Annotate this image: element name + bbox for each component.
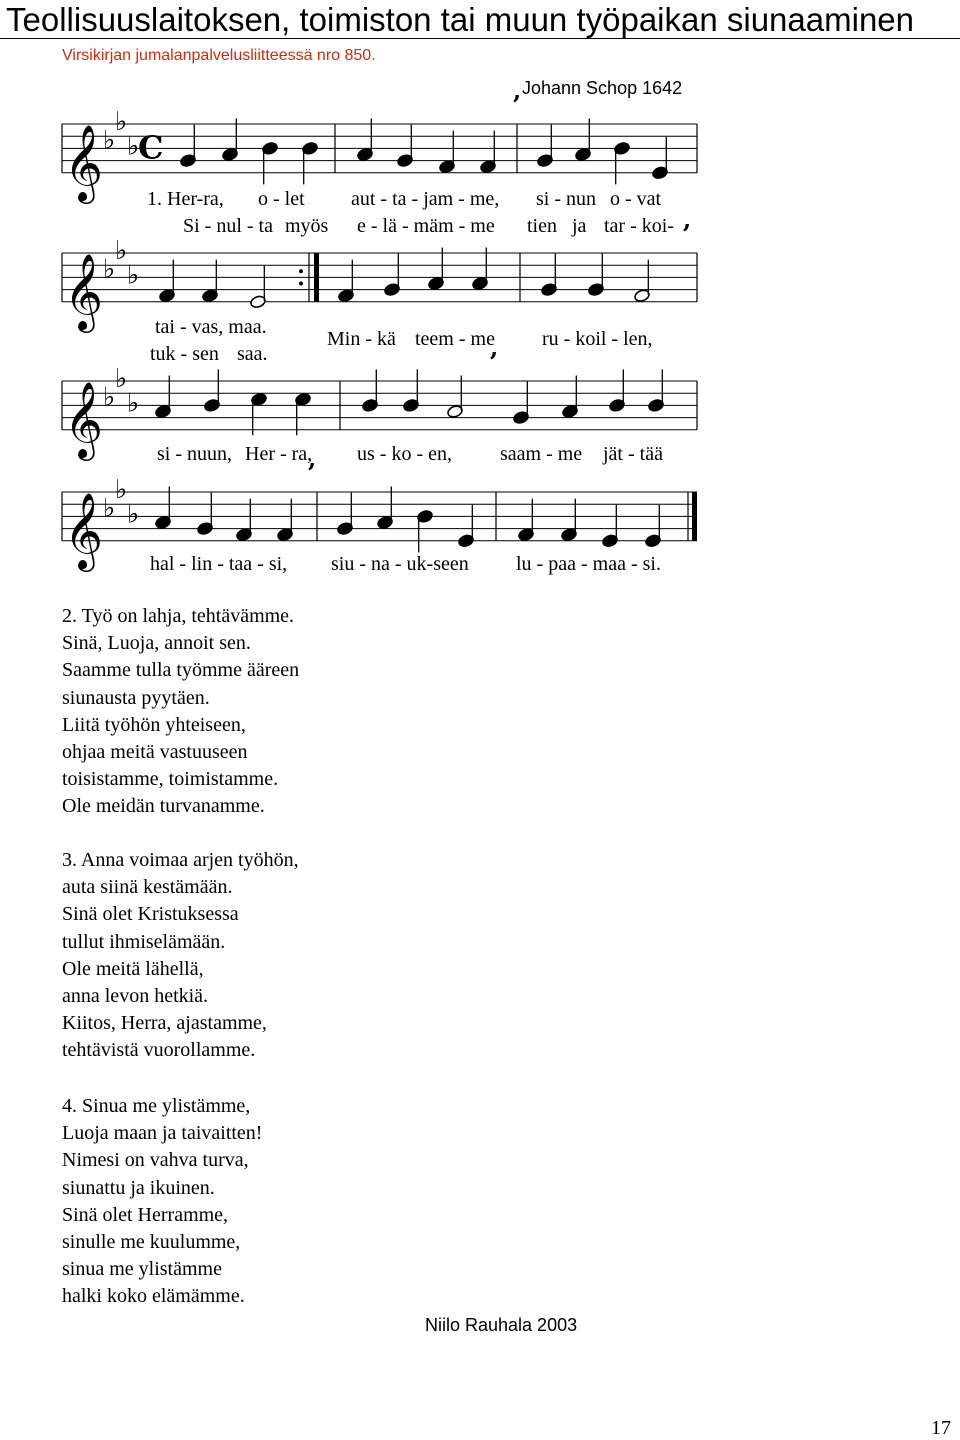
repeat-dot [299,282,303,286]
verse-line: siunausta pyytäen. [62,686,210,709]
lyric-line-4-c: lu - paa - maa - si. [516,553,661,575]
flat-icon: ♭ [127,260,140,291]
breath-mark-icon: ’ [512,91,522,121]
flat-icon: ♭ [115,364,128,394]
verse-line: auta siinä kestämään. [62,876,233,899]
breath-mark-icon: ’ [489,348,499,378]
verse-line: halki koko elämämme. [62,1285,245,1308]
lyric-line-1-verse-2-d: tien [527,215,557,237]
note-group [180,91,669,184]
music-score [0,0,960,600]
breath-mark-icon: ’ [682,220,692,250]
lyric-line-2-verse-2-b: saa. [237,343,268,365]
flat-icon: ♭ [103,254,116,285]
common-time-icon: C [138,128,164,167]
lyric-line-1-verse-2-e: ja [572,215,587,237]
lyric-line-4-a: hal - lin - taa - si, [150,553,288,575]
hymnbook-reference: Virsikirjan jumalanpalvelusliitteessä nro 850. [62,47,376,64]
verse-line: Sinä, Luoja, annoit sen. [62,632,251,655]
treble-clef-icon: 𝄞 [64,123,104,201]
lyric-line-1-verse-2-c: e - lä - mäm - me [357,215,495,237]
treble-clef-icon: 𝄞 [64,252,104,330]
verse-line: siunattu ja ikuinen. [62,1176,215,1199]
composer-credit: Johann Schop 1642 [522,78,683,98]
verse-line: 2. Työ on lahja, tehtävämme. [62,605,295,627]
verse-line: 4. Sinua me ylistämme, [62,1095,251,1117]
thick-barline [314,253,319,302]
verse-3 [62,847,299,1065]
thick-barline [692,492,697,541]
treble-clef-icon: 𝄞 [64,380,104,458]
verse-line: Sinä olet Kristuksessa [62,903,239,926]
verse-line: Nimesi on vahva turva, [62,1149,249,1172]
verse-line: sinua me ylistämme [62,1258,222,1281]
verse-line: Kiitos, Herra, ajastamme, [62,1012,267,1035]
flat-icon: ♭ [127,499,140,530]
lyric-line-2-shared-b: teem - me [415,328,495,350]
flat-icon: ♭ [115,107,128,137]
lyric-line-2-shared-a: Min - kä [327,328,396,350]
lyric-line-1-verse-1-d: si - nun [536,188,596,210]
verse-line: Ole meitä lähellä, [62,957,204,980]
flat-icon: ♭ [127,388,140,419]
verse-line: anna levon hetkiä. [62,985,209,1008]
flat-icon: ♭ [115,475,128,505]
lyric-line-1-verse-2-a: Si - nul - ta [183,215,273,237]
verse-line: 3. Anna voimaa arjen työhön, [62,849,299,871]
lyric-line-4-b: siu - na - uk-seen [331,553,469,575]
flat-icon: ♭ [103,125,116,156]
lyric-line-1-verse-2-f: tar - koi- [604,215,674,237]
lyric-line-1-verse-1-a: 1. Her-ra, [147,188,224,210]
lyric-line-1-verse-1-c: aut - ta - jam - me, [351,188,500,210]
note-group [155,348,665,435]
verse-line: Saamme tulla työmme ääreen [62,659,300,682]
lyric-line-1-verse-2-b: myös [285,215,329,237]
lyric-line-3-c: us - ko - en, [357,443,452,465]
verse-2 [62,603,299,821]
verse-line: Ole meidän turvanamme. [62,795,265,818]
flat-icon: ♭ [115,236,128,266]
page-title: Teollisuuslaitoksen, toimiston tai muun työpaikan siunaaminen [6,1,914,38]
lyric-line-3-d: saam - me [500,443,583,465]
lyric-line-2-shared-c: ru - koil - len, [542,328,653,350]
verse-4 [62,1093,262,1311]
verse-line: sinulle me kuulumme, [62,1231,241,1254]
lyric-line-3-a: si - nuun, [157,443,232,465]
verse-line: toisistamme, toimistamme. [62,768,279,791]
page-number: 17 [931,1417,951,1439]
lyric-line-3-b: Her - ra, [245,443,313,465]
flat-icon: ♭ [127,131,140,162]
verse-line: ohjaa meitä vastuuseen [62,741,248,764]
flat-icon: ♭ [103,493,116,524]
lyric-line-2-verse-1: tai - vas, maa. [155,316,267,338]
treble-clef-icon: 𝄞 [64,491,104,569]
repeat-dot [299,269,303,273]
lyricist-credit: Niilo Rauhala 2003 [425,1315,578,1335]
lyric-line-2-verse-2-a: tuk - sen [150,343,219,365]
lyric-line-3-e: jät - tää [603,443,663,465]
lyric-line-1-verse-1-e: o - vat [610,188,662,210]
note-group [155,459,662,552]
verse-line: tehtävistä vuorollamme. [62,1039,256,1062]
verse-line: Sinä olet Herramme, [62,1203,229,1226]
breath-mark-icon: ’ [307,459,317,489]
verse-line: tullut ihmiselämään. [62,930,226,953]
verse-line: Liitä työhön yhteiseen, [62,713,246,736]
flat-icon: ♭ [103,382,116,413]
verse-line: Luoja maan ja taivaitten! [62,1122,263,1145]
lyric-line-1-verse-1-b: o - let [258,188,305,210]
